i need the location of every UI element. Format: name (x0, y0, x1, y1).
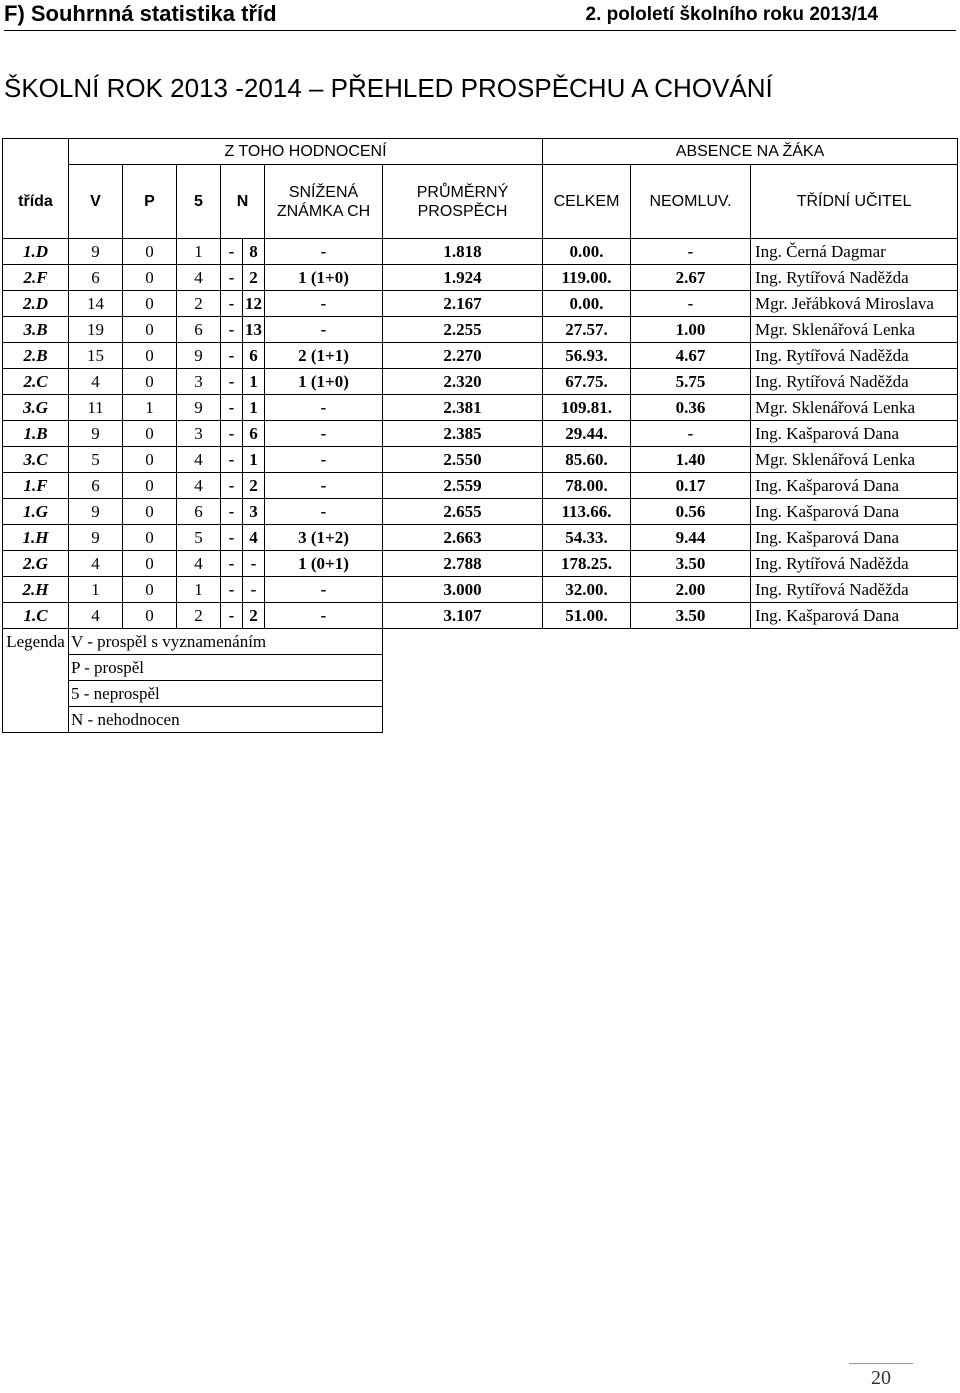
cell-snizena: - (265, 317, 383, 343)
cell-p: 0 (123, 473, 177, 499)
cell-snizena: - (265, 473, 383, 499)
table-row (3, 525, 958, 551)
cell-v: 15 (69, 343, 123, 369)
cell-ucitel: Ing. Kašparová Dana (751, 603, 958, 629)
cell-celkem: 29.44. (543, 421, 631, 447)
cell-celkem: 113.66. (543, 499, 631, 525)
cell-celkem: 54.33. (543, 525, 631, 551)
cell-v: 9 (69, 499, 123, 525)
header-row-groups (3, 139, 958, 165)
cell-neomluv: 0.17 (631, 473, 751, 499)
table-row (3, 369, 958, 395)
page-number: 20 (871, 1367, 891, 1389)
cell-n-count: 1 (243, 369, 265, 395)
cell-v: 4 (69, 369, 123, 395)
cell-n-count: - (243, 577, 265, 603)
col-header-p: P (123, 165, 177, 239)
cell-snizena: - (265, 447, 383, 473)
cell-trida: 1.H (3, 525, 69, 551)
cell-snizena: - (265, 499, 383, 525)
cell-ucitel: Ing. Černá Dagmar (751, 239, 958, 265)
cell-celkem: 0.00. (543, 291, 631, 317)
cell-p: 0 (123, 421, 177, 447)
cell-n-count: 12 (243, 291, 265, 317)
cell-v: 4 (69, 551, 123, 577)
legend-spacer (383, 629, 958, 655)
cell-celkem: 85.60. (543, 447, 631, 473)
cell-v: 19 (69, 317, 123, 343)
legend-row (3, 707, 958, 733)
cell-5: 6 (177, 317, 221, 343)
cell-prumer: 2.550 (383, 447, 543, 473)
cell-v: 9 (69, 421, 123, 447)
cell-5: 1 (177, 239, 221, 265)
cell-ucitel: Ing. Rytířová Naděžda (751, 577, 958, 603)
cell-v: 1 (69, 577, 123, 603)
cell-snizena: 1 (0+1) (265, 551, 383, 577)
cell-5: 3 (177, 369, 221, 395)
cell-ucitel: Ing. Kašparová Dana (751, 473, 958, 499)
cell-p: 0 (123, 369, 177, 395)
cell-celkem: 78.00. (543, 473, 631, 499)
cell-prumer: 2.255 (383, 317, 543, 343)
cell-trida: 2.G (3, 551, 69, 577)
col-header-5: 5 (177, 165, 221, 239)
footer-divider (849, 1363, 913, 1364)
cell-snizena: - (265, 603, 383, 629)
cell-p: 0 (123, 343, 177, 369)
col-header-snizena: SNÍŽENÁ ZNÁMKA CH (265, 165, 383, 239)
cell-prumer: 2.663 (383, 525, 543, 551)
cell-v: 11 (69, 395, 123, 421)
cell-ucitel: Ing. Rytířová Naděžda (751, 265, 958, 291)
cell-p: 0 (123, 577, 177, 603)
cell-v: 4 (69, 603, 123, 629)
cell-v: 5 (69, 447, 123, 473)
col-header-n: N (221, 165, 265, 239)
cell-ucitel: Mgr. Sklenářová Lenka (751, 447, 958, 473)
cell-5: 6 (177, 499, 221, 525)
cell-n: - (221, 577, 243, 603)
legend-spacer (383, 681, 958, 707)
cell-5: 9 (177, 343, 221, 369)
cell-celkem: 51.00. (543, 603, 631, 629)
cell-5: 5 (177, 525, 221, 551)
table-row (3, 473, 958, 499)
cell-ucitel: Ing. Kašparová Dana (751, 525, 958, 551)
cell-p: 0 (123, 603, 177, 629)
cell-celkem: 32.00. (543, 577, 631, 603)
cell-neomluv: 2.67 (631, 265, 751, 291)
cell-v: 6 (69, 473, 123, 499)
cell-n: - (221, 473, 243, 499)
legend-item: V - prospěl s vyznamenáním (69, 629, 383, 655)
cell-p: 0 (123, 499, 177, 525)
cell-n-count: 2 (243, 473, 265, 499)
cell-trida: 2.F (3, 265, 69, 291)
cell-ucitel: Ing. Rytířová Naděžda (751, 369, 958, 395)
cell-ucitel: Ing. Kašparová Dana (751, 421, 958, 447)
cell-snizena: - (265, 291, 383, 317)
cell-n-count: - (243, 551, 265, 577)
cell-5: 2 (177, 603, 221, 629)
cell-n: - (221, 525, 243, 551)
header-row-columns (3, 165, 958, 239)
cell-neomluv: 0.56 (631, 499, 751, 525)
cell-trida: 2.C (3, 369, 69, 395)
cell-n-count: 2 (243, 265, 265, 291)
cell-trida: 3.C (3, 447, 69, 473)
cell-prumer: 2.385 (383, 421, 543, 447)
legend-label-empty (3, 655, 69, 681)
group-header-z-toho: Z TOHO HODNOCENÍ (69, 139, 543, 165)
page-header (4, 0, 956, 31)
cell-trida: 2.B (3, 343, 69, 369)
cell-celkem: 178.25. (543, 551, 631, 577)
cell-prumer: 2.559 (383, 473, 543, 499)
cell-neomluv: 4.67 (631, 343, 751, 369)
cell-snizena: - (265, 421, 383, 447)
cell-trida: 1.C (3, 603, 69, 629)
cell-p: 0 (123, 525, 177, 551)
cell-snizena: 2 (1+1) (265, 343, 383, 369)
cell-neomluv: - (631, 421, 751, 447)
cell-snizena: - (265, 239, 383, 265)
cell-n: - (221, 291, 243, 317)
term-label: 2. pololetí školního roku 2013/14 (585, 4, 878, 25)
cell-prumer: 2.270 (383, 343, 543, 369)
table-row (3, 577, 958, 603)
cell-n: - (221, 239, 243, 265)
table-row (3, 291, 958, 317)
cell-celkem: 109.81. (543, 395, 631, 421)
cell-p: 0 (123, 447, 177, 473)
cell-prumer: 2.788 (383, 551, 543, 577)
group-header-absence: ABSENCE NA ŽÁKA (543, 139, 958, 165)
cell-ucitel: Ing. Kašparová Dana (751, 499, 958, 525)
cell-trida: 1.G (3, 499, 69, 525)
cell-trida: 3.B (3, 317, 69, 343)
col-header-neomluv: NEOMLUV. (631, 165, 751, 239)
cell-neomluv: - (631, 291, 751, 317)
cell-5: 2 (177, 291, 221, 317)
col-header-celkem: CELKEM (543, 165, 631, 239)
col-header-ucitel: TŘÍDNÍ UČITEL (751, 165, 958, 239)
cell-neomluv: 3.50 (631, 603, 751, 629)
cell-p: 0 (123, 239, 177, 265)
cell-n-count: 3 (243, 499, 265, 525)
cell-n: - (221, 603, 243, 629)
cell-prumer: 2.320 (383, 369, 543, 395)
col-header-trida: třída (3, 165, 69, 239)
legend-label: Legenda (3, 629, 69, 655)
cell-ucitel: Ing. Rytířová Naděžda (751, 343, 958, 369)
cell-neomluv: 1.40 (631, 447, 751, 473)
cell-5: 3 (177, 421, 221, 447)
table-row (3, 395, 958, 421)
cell-prumer: 3.000 (383, 577, 543, 603)
cell-snizena: 1 (1+0) (265, 369, 383, 395)
cell-trida: 2.D (3, 291, 69, 317)
cell-neomluv: 1.00 (631, 317, 751, 343)
cell-n: - (221, 265, 243, 291)
cell-n-count: 4 (243, 525, 265, 551)
cell-snizena: 3 (1+2) (265, 525, 383, 551)
col-header-prumerny: PRŮMĚRNÝ PROSPĚCH (383, 165, 543, 239)
cell-snizena: - (265, 577, 383, 603)
cell-celkem: 56.93. (543, 343, 631, 369)
legend-spacer (383, 655, 958, 681)
cell-n: - (221, 395, 243, 421)
cell-neomluv: 5.75 (631, 369, 751, 395)
cell-snizena: - (265, 395, 383, 421)
legend-label-empty (3, 681, 69, 707)
cell-prumer: 1.924 (383, 265, 543, 291)
legend-item: 5 - neprospěl (69, 681, 383, 707)
cell-p: 0 (123, 551, 177, 577)
cell-5: 1 (177, 577, 221, 603)
cell-trida: 2.H (3, 577, 69, 603)
cell-trida: 1.B (3, 421, 69, 447)
cell-5: 9 (177, 395, 221, 421)
section-title: F) Souhrnná statistika tříd (4, 1, 277, 26)
cell-neomluv: 0.36 (631, 395, 751, 421)
cell-trida: 1.D (3, 239, 69, 265)
table-row (3, 239, 958, 265)
legend-spacer (383, 707, 958, 733)
cell-ucitel: Ing. Rytířová Naděžda (751, 551, 958, 577)
cell-5: 4 (177, 265, 221, 291)
cell-celkem: 27.57. (543, 317, 631, 343)
cell-n: - (221, 317, 243, 343)
cell-n-count: 1 (243, 447, 265, 473)
table-row (3, 265, 958, 291)
table-row (3, 603, 958, 629)
cell-n: - (221, 369, 243, 395)
cell-neomluv: 9.44 (631, 525, 751, 551)
cell-prumer: 2.167 (383, 291, 543, 317)
cell-p: 1 (123, 395, 177, 421)
table-row (3, 447, 958, 473)
cell-n: - (221, 421, 243, 447)
cell-n: - (221, 499, 243, 525)
document-title: ŠKOLNÍ ROK 2013 -2014 – PŘEHLED PROSPĚCHU A CHOVÁNÍ (4, 73, 773, 103)
table-row (3, 551, 958, 577)
cell-ucitel: Mgr. Sklenářová Lenka (751, 395, 958, 421)
cell-v: 9 (69, 525, 123, 551)
cell-celkem: 119.00. (543, 265, 631, 291)
cell-n-count: 8 (243, 239, 265, 265)
cell-prumer: 2.381 (383, 395, 543, 421)
cell-ucitel: Mgr. Sklenářová Lenka (751, 317, 958, 343)
cell-5: 4 (177, 473, 221, 499)
cell-5: 4 (177, 447, 221, 473)
cell-celkem: 67.75. (543, 369, 631, 395)
cell-n-count: 13 (243, 317, 265, 343)
cell-prumer: 1.818 (383, 239, 543, 265)
cell-5: 4 (177, 551, 221, 577)
legend-row (3, 655, 958, 681)
table-row (3, 343, 958, 369)
cell-p: 0 (123, 265, 177, 291)
cell-n: - (221, 551, 243, 577)
cell-prumer: 2.655 (383, 499, 543, 525)
cell-ucitel: Mgr. Jeřábková Miroslava (751, 291, 958, 317)
table-row (3, 421, 958, 447)
cell-n-count: 1 (243, 395, 265, 421)
table-row (3, 317, 958, 343)
cell-snizena: 1 (1+0) (265, 265, 383, 291)
cell-p: 0 (123, 291, 177, 317)
cell-n: - (221, 343, 243, 369)
cell-n-count: 2 (243, 603, 265, 629)
cell-p: 0 (123, 317, 177, 343)
cell-n-count: 6 (243, 343, 265, 369)
cell-neomluv: 3.50 (631, 551, 751, 577)
cell-neomluv: - (631, 239, 751, 265)
legend-row (3, 681, 958, 707)
table-row (3, 499, 958, 525)
cell-v: 14 (69, 291, 123, 317)
statistics-table (2, 138, 958, 733)
legend-item: P - prospěl (69, 655, 383, 681)
cell-prumer: 3.107 (383, 603, 543, 629)
cell-v: 9 (69, 239, 123, 265)
cell-trida: 1.F (3, 473, 69, 499)
cell-v: 6 (69, 265, 123, 291)
legend-label-empty (3, 707, 69, 733)
cell-n: - (221, 447, 243, 473)
legend-item: N - nehodnocen (69, 707, 383, 733)
legend-row (3, 629, 958, 655)
cell-n-count: 6 (243, 421, 265, 447)
cell-trida: 3.G (3, 395, 69, 421)
cell-celkem: 0.00. (543, 239, 631, 265)
col-header-v: V (69, 165, 123, 239)
cell-neomluv: 2.00 (631, 577, 751, 603)
